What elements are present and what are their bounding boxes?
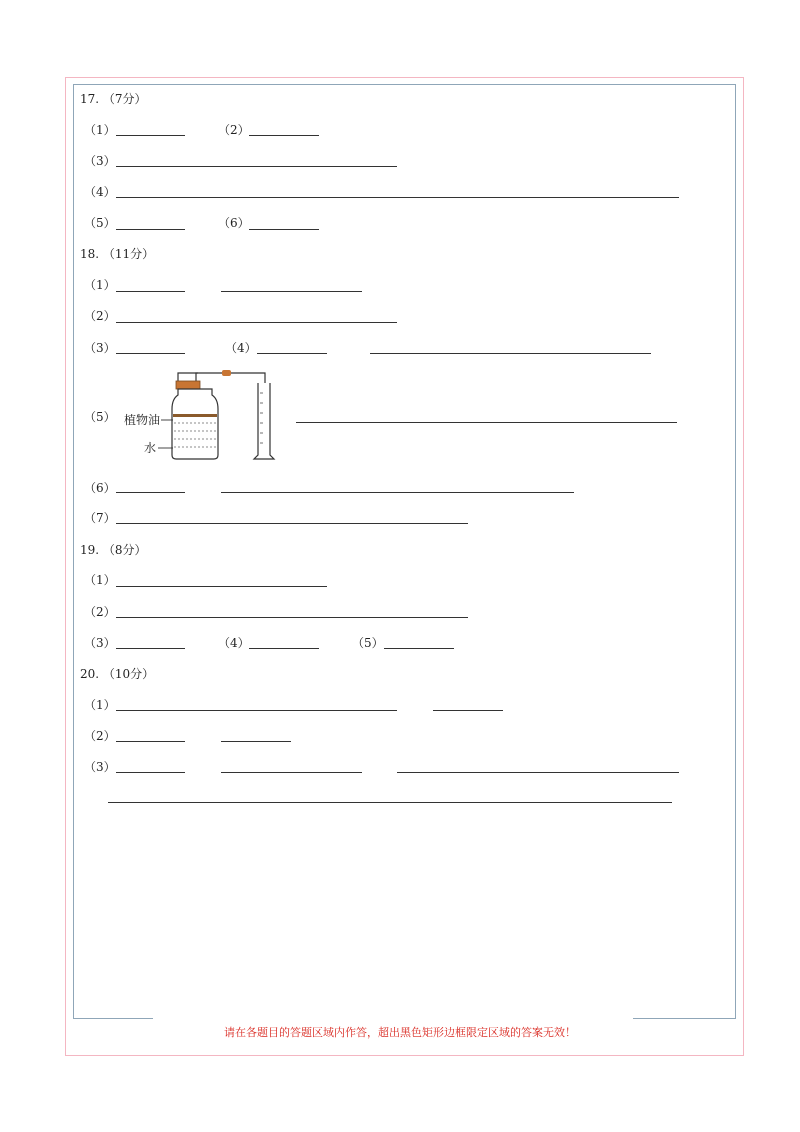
- q19-label-5: （5）: [352, 636, 384, 650]
- q18-answer-1a[interactable]: [116, 291, 185, 292]
- q19-answer-5[interactable]: [384, 648, 454, 649]
- q18-label-2: （2）: [84, 309, 116, 323]
- q20-answer-2a[interactable]: [116, 741, 185, 742]
- q20-answer-3a[interactable]: [116, 772, 185, 773]
- bottle-icon: [172, 389, 218, 459]
- q19-label-3: （3）: [84, 636, 116, 650]
- q20-answer-1b[interactable]: [433, 710, 503, 711]
- gas-collection-apparatus: [123, 363, 280, 463]
- q20-answer-2b[interactable]: [221, 741, 291, 742]
- q17-answer-1[interactable]: [116, 135, 185, 136]
- q18-answer-5[interactable]: [296, 422, 677, 423]
- stopper-icon: [176, 381, 200, 389]
- q19-answer-4[interactable]: [249, 648, 319, 649]
- q18-label-6: （6）: [84, 481, 116, 495]
- q17-answer-3[interactable]: [116, 166, 397, 167]
- q18-label-5: （5）: [84, 410, 116, 424]
- q20-label-3: （3）: [84, 760, 116, 774]
- q18-answer-4b[interactable]: [370, 353, 651, 354]
- oil-layer: [173, 414, 217, 417]
- footer-warning: 请在各题目的答题区域内作答，超出黑色矩形边框限定区域的答案无效！: [224, 1026, 576, 1039]
- q18-answer-4a[interactable]: [257, 353, 327, 354]
- q20-answer-3b[interactable]: [221, 772, 362, 773]
- q20-label-2: （2）: [84, 729, 116, 743]
- water-label: 水: [143, 441, 156, 455]
- q18-label-1: （1）: [84, 278, 116, 292]
- graduated-cylinder-icon: [254, 383, 274, 459]
- q20-answer-3c[interactable]: [397, 772, 679, 773]
- q18-answer-1b[interactable]: [221, 291, 362, 292]
- q18-answer-3[interactable]: [116, 353, 185, 354]
- q17-header: 17. （7分）: [80, 92, 147, 106]
- q19-header: 19. （8分）: [80, 543, 147, 557]
- oil-label: 植物油: [123, 413, 160, 427]
- q17-answer-4[interactable]: [116, 197, 679, 198]
- q18-label-7: （7）: [84, 511, 116, 525]
- q18-answer-6a[interactable]: [116, 492, 185, 493]
- q19-label-4: （4）: [218, 636, 250, 650]
- q18-answer-7[interactable]: [116, 523, 468, 524]
- answer-area-border: [73, 84, 736, 1019]
- q18-label-3: （3）: [84, 341, 116, 355]
- q17-label-4: （4）: [84, 185, 116, 199]
- q18-answer-6b[interactable]: [221, 492, 574, 493]
- q17-answer-6[interactable]: [249, 229, 319, 230]
- q17-label-1: （1）: [84, 123, 116, 137]
- q17-label-3: （3）: [84, 154, 116, 168]
- q19-answer-2[interactable]: [116, 617, 468, 618]
- q19-answer-3[interactable]: [116, 648, 185, 649]
- q17-answer-5[interactable]: [116, 229, 185, 230]
- q17-label-5: （5）: [84, 216, 116, 230]
- q20-answer-1a[interactable]: [116, 710, 397, 711]
- rubber-connector-icon: [222, 370, 231, 376]
- q19-answer-1[interactable]: [116, 586, 327, 587]
- bottom-border-right: [633, 1018, 735, 1019]
- q20-answer-3d[interactable]: [108, 802, 672, 803]
- q17-label-2: （2）: [218, 123, 250, 137]
- q17-label-6: （6）: [218, 216, 250, 230]
- q18-answer-2[interactable]: [116, 322, 397, 323]
- q19-label-2: （2）: [84, 605, 116, 619]
- q17-answer-2[interactable]: [249, 135, 319, 136]
- q20-label-1: （1）: [84, 698, 116, 712]
- q19-label-1: （1）: [84, 573, 116, 587]
- q18-label-4: （4）: [225, 341, 257, 355]
- q18-header: 18. （11分）: [80, 247, 155, 261]
- bottom-border-left: [73, 1018, 153, 1019]
- q20-header: 20. （10分）: [80, 667, 155, 681]
